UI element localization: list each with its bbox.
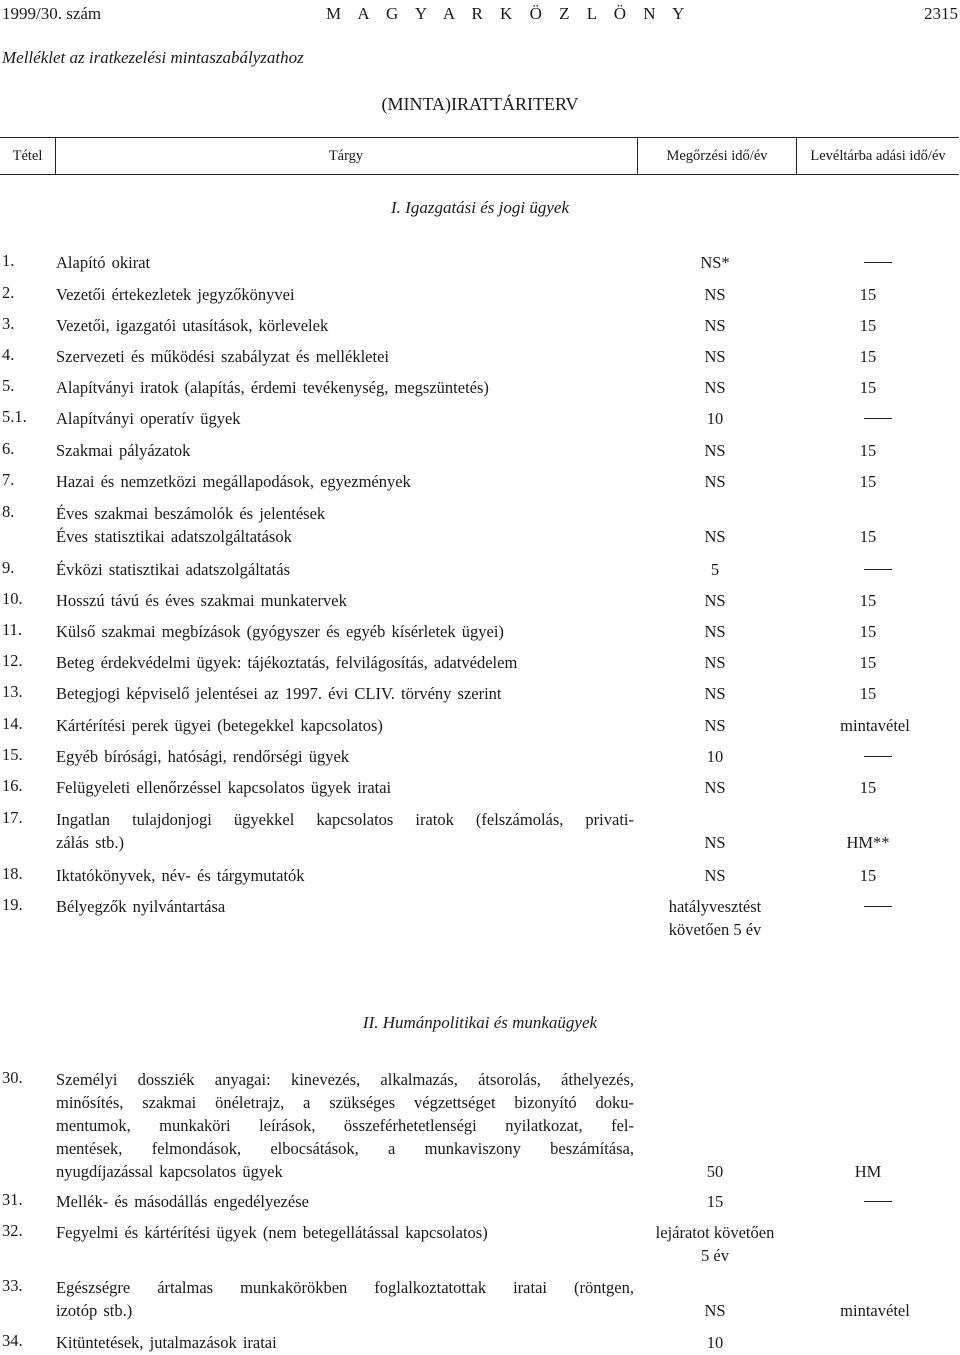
- row-retention: [640, 864, 790, 887]
- retention-line: NS: [704, 1301, 726, 1320]
- row-number: 3.: [2, 314, 15, 333]
- row-retention: [640, 558, 790, 581]
- subject-line: Fegyelmi és kártérítési ügyek (nem betegellátással kapcsolatos): [56, 1223, 488, 1242]
- row-subject: [56, 620, 636, 643]
- retention-line: NS: [704, 347, 726, 366]
- row-retention: [640, 1331, 790, 1354]
- row-archive: HM**: [846, 833, 890, 852]
- retention-line: NS: [704, 653, 726, 672]
- archive-dash: [864, 262, 892, 263]
- row-subject: [56, 251, 636, 274]
- row-archive: 15: [859, 378, 877, 397]
- retention-line: NS*: [700, 253, 730, 272]
- subject-line: Iktatókönyvek, név- és tárgymutatók: [56, 866, 305, 885]
- subject-line: Éves statisztikai adatszolgáltatások: [56, 527, 292, 546]
- row-subject: [56, 682, 636, 705]
- row-subject: [56, 808, 636, 854]
- subject-line: Bélyegzők nyilvántartása: [56, 897, 226, 916]
- subject-line: Egészségre ártalmas munkakörökben foglalkoztatottak iratai (röntgen,: [56, 1278, 634, 1297]
- retention-line: NS: [704, 527, 726, 546]
- row-archive: 15: [859, 441, 877, 460]
- retention-line: NS: [704, 285, 726, 304]
- row-subject: [56, 439, 636, 462]
- row-retention: [640, 745, 790, 768]
- row-retention: [640, 895, 790, 941]
- column-item: Tétel: [12, 148, 43, 164]
- row-subject: [56, 1331, 636, 1354]
- row-number: 16.: [2, 776, 23, 795]
- retention-line: 10: [706, 409, 724, 428]
- retention-line: 5 év: [701, 1246, 729, 1265]
- retention-line: NS: [704, 716, 726, 735]
- row-number: 32.: [2, 1221, 23, 1240]
- row-number: 5.1.: [2, 407, 27, 426]
- column-subject: Tárgy: [328, 148, 364, 164]
- column-header: [0, 137, 959, 175]
- subject-line: Évközi statisztikai adatszolgáltatás: [56, 560, 291, 579]
- retention-line: 5: [710, 560, 720, 579]
- retention-line: NS: [704, 778, 726, 797]
- retention-line: 50: [706, 1162, 724, 1181]
- row-subject: [56, 1190, 636, 1213]
- row-number: 31.: [2, 1190, 23, 1209]
- row-number: 34.: [2, 1331, 23, 1350]
- subject-line: Felügyeleti ellenőrzéssel kapcsolatos ügyek iratai: [56, 778, 392, 797]
- subject-line: Beteg érdekvédelmi ügyek: tájékoztatás, felvilágosítás, adatvédelem: [56, 653, 518, 672]
- row-subject: [56, 1068, 636, 1183]
- row-archive: mintavétel: [840, 1301, 910, 1320]
- row-number: 19.: [2, 895, 23, 914]
- row-subject: [56, 470, 636, 493]
- row-number: 33.: [2, 1276, 23, 1295]
- subject-line: izotóp stb.): [56, 1301, 133, 1320]
- subject-line: Szervezeti és működési szabályzat és mellékletei: [56, 347, 389, 366]
- journal-title: M A G Y A R K Ö Z L Ö N Y: [326, 4, 691, 23]
- subject-line: Ingatlan tulajdonjogi ügyekkel kapcsolatos iratok (felszámolás, privati-: [56, 810, 634, 829]
- subject-line: Hazai és nemzetközi megállapodások, egyezmények: [56, 472, 411, 491]
- subject-line: Alapítványi operatív ügyek: [56, 409, 241, 428]
- retention-line: lejáratot követően: [655, 1223, 775, 1242]
- row-subject: [56, 589, 636, 612]
- column-retention: Megőrzési idő/év: [666, 148, 768, 164]
- row-number: 4.: [2, 345, 15, 364]
- row-retention: [640, 1221, 790, 1267]
- row-retention: [640, 407, 790, 430]
- archive-dash: [864, 418, 892, 419]
- column-archive: Levéltárba adási idő/év: [810, 148, 946, 164]
- row-number: 12.: [2, 651, 23, 670]
- row-retention: [640, 682, 790, 705]
- row-archive: 15: [859, 316, 877, 335]
- row-retention: [640, 589, 790, 612]
- row-number: 18.: [2, 864, 23, 883]
- subject-line: zálás stb.): [56, 833, 124, 852]
- row-number: 13.: [2, 682, 23, 701]
- row-retention: [640, 314, 790, 337]
- subject-line: mentések, felmondások, elbocsátások, a munkaviszony beszámítása,: [56, 1139, 634, 1158]
- row-number: 10.: [2, 589, 23, 608]
- row-retention: [640, 251, 790, 274]
- row-archive: 15: [859, 472, 877, 491]
- row-subject: [56, 895, 636, 918]
- subject-line: Hosszú távú és éves szakmai munkatervek: [56, 591, 347, 610]
- issue-number: 1999/30. szám: [2, 4, 102, 23]
- row-number: 2.: [2, 283, 15, 302]
- row-subject: [56, 314, 636, 337]
- archive-dash: [864, 1201, 892, 1202]
- row-subject: [56, 714, 636, 737]
- row-subject: [56, 776, 636, 799]
- subject-line: Betegjogi képviselő jelentései az 1997. évi CLIV. törvény szerint: [56, 684, 502, 703]
- retention-line: NS: [704, 866, 726, 885]
- row-archive: 15: [859, 653, 877, 672]
- row-archive: 15: [859, 285, 877, 304]
- retention-line: NS: [704, 378, 726, 397]
- subject-line: Alapító okirat: [56, 253, 151, 272]
- row-subject: [56, 283, 636, 306]
- row-subject: [56, 376, 636, 399]
- subject-line: minősítés, szakmai önéletrajz, a szükséges végzettséget bizonyító doku-: [56, 1093, 634, 1112]
- retention-line: 10: [706, 747, 724, 766]
- retention-line: NS: [704, 591, 726, 610]
- retention-line: követően 5 év: [668, 920, 762, 939]
- section-title: I. Igazgatási és jogi ügyek: [391, 198, 569, 217]
- retention-line: 15: [706, 1192, 724, 1211]
- retention-line: NS: [704, 833, 726, 852]
- row-number: 5.: [2, 376, 15, 395]
- row-retention: [640, 620, 790, 643]
- subject-line: Éves szakmai beszámolók és jelentések: [56, 504, 326, 523]
- row-retention: [640, 376, 790, 399]
- row-number: 15.: [2, 745, 23, 764]
- row-retention: [640, 714, 790, 737]
- row-retention: [640, 470, 790, 493]
- retention-line: NS: [704, 441, 726, 460]
- row-retention: [640, 831, 790, 854]
- row-retention: [640, 345, 790, 368]
- row-archive: 15: [859, 778, 877, 797]
- row-subject: [56, 745, 636, 768]
- row-subject: [56, 558, 636, 581]
- subject-line: Alapítványi iratok (alapítás, érdemi tevékenység, megszüntetés): [56, 378, 489, 397]
- row-number: 1.: [2, 251, 15, 270]
- subject-line: Kitüntetések, jutalmazások iratai: [56, 1333, 277, 1352]
- row-retention: [640, 1190, 790, 1213]
- row-subject: [56, 1221, 636, 1244]
- section-title: II. Humánpolitikai és munkaügyek: [362, 1013, 598, 1032]
- subject-line: mentumok, munkaköri leírások, összeférhetetlenségi nyilatkozat, fel-: [56, 1116, 634, 1135]
- retention-line: NS: [704, 472, 726, 491]
- retention-line: NS: [704, 622, 726, 641]
- subject-line: nyugdíjazással kapcsolatos ügyek: [56, 1162, 283, 1181]
- row-number: 9.: [2, 558, 15, 577]
- row-number: 6.: [2, 439, 15, 458]
- row-number: 17.: [2, 808, 23, 827]
- archive-dash: [864, 756, 892, 757]
- row-retention: [640, 1160, 790, 1183]
- subject-line: Kártérítési perek ügyei (betegekkel kapcsolatos): [56, 716, 383, 735]
- row-retention: [640, 651, 790, 674]
- row-subject: [56, 502, 636, 548]
- row-archive: 15: [859, 347, 877, 366]
- subject-line: Külső szakmai megbízások (gyógyszer és egyéb kísérletek ügyei): [56, 622, 504, 641]
- subject-line: Vezetői, igazgatói utasítások, körlevelek: [56, 316, 329, 335]
- retention-line: 10: [706, 1333, 724, 1352]
- subject-line: Mellék- és másodállás engedélyezése: [56, 1192, 309, 1211]
- row-archive: HM: [854, 1162, 882, 1181]
- subject-line: Vezetői értekezletek jegyzőkönyvei: [56, 285, 295, 304]
- row-number: 7.: [2, 470, 15, 489]
- row-subject: [56, 1276, 636, 1322]
- row-archive: 15: [859, 527, 877, 546]
- row-archive: 15: [859, 622, 877, 641]
- page-number: 2315: [924, 4, 958, 23]
- row-retention: [640, 776, 790, 799]
- row-archive: 15: [859, 591, 877, 610]
- archive-dash: [864, 569, 892, 570]
- row-number: 8.: [2, 502, 15, 521]
- retention-line: NS: [704, 684, 726, 703]
- document-subtitle: Melléklet az iratkezelési mintaszabályzathoz: [2, 48, 304, 67]
- subject-line: Egyéb bírósági, hatósági, rendőrségi ügyek: [56, 747, 350, 766]
- retention-line: hatályvesztést: [668, 897, 762, 916]
- row-subject: [56, 407, 636, 430]
- subject-line: Személyi dossziék anyagai: kinevezés, alkalmazás, átsorolás, áthelyezés,: [56, 1070, 634, 1089]
- row-subject: [56, 651, 636, 674]
- document-title: (MINTA)IRATTÁRITERV: [381, 94, 579, 114]
- row-retention: [640, 1299, 790, 1322]
- row-subject: [56, 864, 636, 887]
- row-archive: 15: [859, 866, 877, 885]
- archive-dash: [864, 906, 892, 907]
- row-number: 14.: [2, 714, 23, 733]
- row-number: 30.: [2, 1068, 23, 1087]
- row-archive: 15: [859, 684, 877, 703]
- row-retention: [640, 439, 790, 462]
- row-retention: [640, 283, 790, 306]
- subject-line: Szakmai pályázatok: [56, 441, 191, 460]
- row-number: 11.: [2, 620, 23, 639]
- row-retention: [640, 525, 790, 548]
- retention-line: NS: [704, 316, 726, 335]
- row-subject: [56, 345, 636, 368]
- row-archive: mintavétel: [840, 716, 910, 735]
